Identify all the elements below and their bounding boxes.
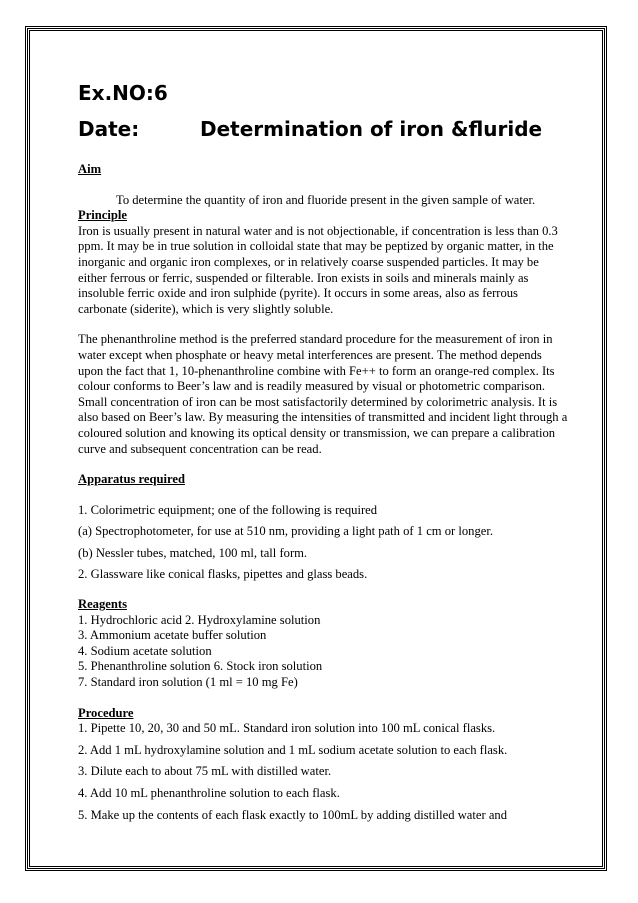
date-label: Date:: [78, 117, 140, 141]
exercise-number: Ex.NO:6: [78, 81, 168, 105]
list-item: (b) Nessler tubes, matched, 100 ml, tall form.: [78, 545, 308, 560]
list-item: 4. Add 10 mL phenanthroline solution to each flask.: [78, 786, 340, 800]
list-item: 4. Sodium acetate solution: [78, 643, 212, 658]
document-content: [78, 76, 568, 829]
page-title: Determination of iron &fluride: [200, 117, 543, 141]
reagents-heading: Reagents: [78, 597, 127, 612]
list-item: 1. Pipette 10, 20, 30 and 50 mL. Standard iron solution into 100 mL conical flasks.: [78, 721, 496, 736]
aim-heading: Aim: [78, 162, 102, 176]
list-item: 5. Phenanthroline solution 6. Stock iron solution: [78, 659, 323, 674]
list-item: 5. Make up the contents of each flask exactly to 100mL by adding distilled water and: [78, 807, 507, 822]
reagents-list: [78, 613, 568, 691]
header-row: [78, 112, 568, 146]
aim-text: To determine the quantity of iron and fluoride present in the given sample of water.: [116, 192, 536, 207]
principle-heading: Principle: [78, 208, 127, 223]
list-item: 3. Dilute each to about 75 mL with distilled water.: [78, 764, 332, 779]
list-item: 7. Standard iron solution (1 ml = 10 mg Fe): [78, 675, 298, 690]
list-item: 2. Glassware like conical flasks, pipettes and glass beads.: [78, 567, 368, 582]
procedure-heading: Procedure: [78, 705, 134, 720]
procedure-list: [78, 721, 568, 823]
apparatus-list: [78, 503, 568, 583]
principle-paragraph-1: Iron is usually present in natural water and is not objectionable, if concentration is less than 0.3 ppm. It may be in true solution in colloidal state that may be peptized by organic matter, in the inorganic and organic iron complexes, or in relatively coarse suspended particles. It may be either ferrous or ferric, suspended or filterable. Iron exists in soils and minerals mainly as insoluble ferric oxide and iron sulphide (pyrite). It occurs in some areas, also as ferrous carbonate (siderite), which is very slightly soluble.: [78, 223, 558, 316]
list-item: 2. Add 1 mL hydroxylamine solution and 1 mL sodium acetate solution to each flask.: [78, 742, 508, 757]
principle-paragraph-2: The phenanthroline method is the preferred standard procedure for the measurement of iron in water except when phosphate or heavy metal interferences are present. The method depends upon the fact that 1, 10-phenanthroline combine with Fe++ to form an orange-red complex. Its colour conforms to Beer’s law and is readily measured by visual or photometric comparison. Small concentration of iron can be most satisfactorily determined by colorimetric analysis. It is also based on Beer’s law. By measuring the intensities of transmitted and incident light through a coloured solution and knowing its optical density or transmission, we can prepare a calibration curve and subsequent concentration can be read.: [78, 332, 568, 456]
list-item: (a) Spectrophotometer, for use at 510 nm, providing a light path of 1 cm or longer.: [78, 524, 493, 539]
list-item: 1. Colorimetric equipment; one of the following is required: [78, 502, 378, 517]
list-item: 1. Hydrochloric acid 2. Hydroxylamine solution: [78, 612, 321, 627]
apparatus-heading: Apparatus required: [78, 472, 185, 487]
list-item: 3. Ammonium acetate buffer solution: [78, 628, 267, 643]
